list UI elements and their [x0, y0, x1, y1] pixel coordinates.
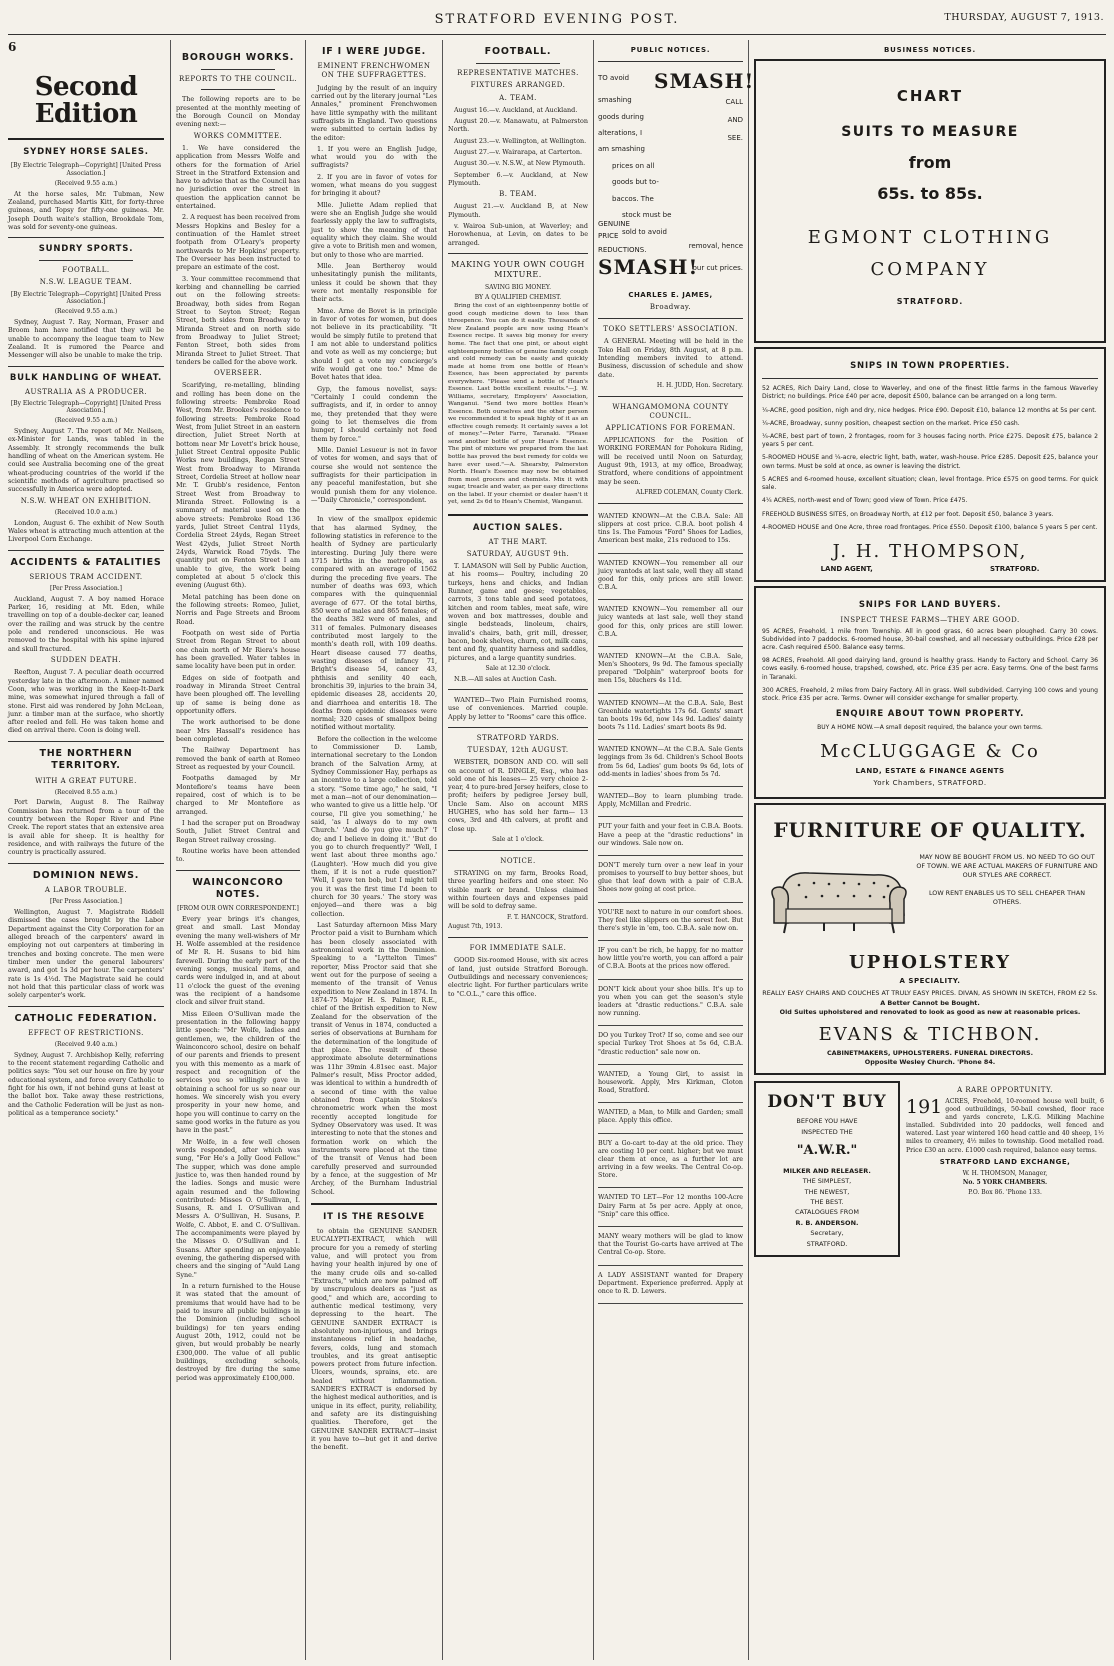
classified-ad	[598, 944, 743, 980]
article-body: Last Saturday afternoon Miss Mary Proctor paid a visit to Burnham which has been closely associated with astronomical work in the Dominion. Speaking to a "Lyttelton Times" reporter, Miss Proctor said that she went out for the purpose of seeing a memento of the transit of Venus expedition to New Zealand in 1874. In 1874-75 Major H. S. Palmer, R.E., chief of the British expedition to New Zealand for the observation of the transit of Venus in 1874, conducted a series of observations at Burnham for the determination of the longitude of that place. The result of these approximate absolute determinations was 11hr 39min 4.81sec east. Major Palmer's result, Miss Proctor added, was identical to within a hundredth of a second of time with the value obtained from Captain Stokes's chronometric work when the most recently accepted longitude for Sydney Observatory was used. It was interesting to note that the stones and formation work on which the instruments were placed at the time of the transit of Venus had been carefully preserved and surrounded by a fence, at the suggestion of Mr Archey, of the Burnham Industrial School.	[311, 921, 437, 1196]
ad-text: MILKER AND RELEASER.	[783, 1166, 871, 1175]
article-heading: CATHOLIC FEDERATION.	[14, 1012, 158, 1024]
fixture: August 23.—v. Wellington, at Wellington.	[454, 136, 587, 145]
column-5	[598, 40, 755, 1660]
fixture: August 27.—v. Wairarapa, at Carterton.	[454, 147, 582, 156]
property-listing: ¼-ACRE, good position, nigh and dry, nice hedges. Price £90. Deposit £10, balance 12 months at 5s per cent.	[762, 406, 1097, 414]
divider	[8, 366, 164, 367]
sale-time: Sale at 1 o'clock.	[492, 836, 544, 844]
article-body: Mr Wolfe, in a few well chosen words responded, after which was sung, "For He's a Jolly Good Fellow." The supper, which was done ample justice to, was then handed round by the ladies. Songs and music were again resumed and the following contributed: Misses O. O'Sullivan, I. Susans, R. and I. O'Sullivan and Messrs A. O'Sullivan, H. Susans, P. Wolfe, C. Abbot, E. and C. O'Sullivan. The accompaniments were played by the Misses O. O'Sullivan and I. Susans. After spending an enjoyable evening, the gathering dispersed with cheers and the singing of "Auld Lang Syne."	[176, 1137, 300, 1279]
divider	[448, 253, 588, 254]
divider	[201, 69, 275, 70]
firm-manager: W. H. THOMSON, Manager,	[962, 1169, 1048, 1177]
firm-description: LAND, ESTATE & FINANCE AGENTS	[855, 766, 1005, 775]
ad-contact: R. B. ANDERSON.	[795, 1218, 859, 1227]
couch-illustration-icon	[764, 853, 914, 943]
classified-list	[598, 510, 743, 1304]
ad-text: from	[908, 152, 952, 172]
article-heading: DOMINION NEWS.	[32, 869, 140, 881]
ad-owner: CHARLES E. JAMES,	[628, 291, 713, 300]
sub-heading: A LABOR TROUBLE.	[44, 886, 128, 895]
article-body: Sydney, August 7. The report of Mr. Neilsen, ex-Minister for Lands, was tabled in the Assembly. It strongly recommends the bulk handling of wheat on the American system. He could see Australia becoming one of the great wheat-producing countries of the world if the scientific methods of agriculture practised so successfully in America were adopted.	[8, 427, 164, 494]
byline: [By Electric Telegraph—Copyright] [United Press Association.]	[10, 290, 162, 306]
classified-ad	[598, 1106, 743, 1133]
fixture: August 30.—v. N.S.W., at New Plymouth.	[454, 159, 586, 168]
advert-heading: MAKING YOUR OWN COUGH MIXTURE.	[451, 259, 585, 280]
sub-heading: REPRESENTATIVE MATCHES.	[457, 69, 579, 78]
section-heading: STRATFORD YARDS.	[476, 733, 560, 742]
received-time: (Received 9.55 a.m.)	[54, 308, 118, 316]
notice-date: August 7th, 1913.	[448, 923, 503, 931]
ad-town: STRATFORD.	[896, 297, 964, 307]
ad-price: 65s. to 85s.	[877, 183, 983, 203]
divider	[39, 260, 133, 261]
notice-body: APPLICATIONS for the Position of WORKING FOREMAN for Pohokura Riding, will be received until Noon on Saturday, August 9th, 1913, at my office, Broadway, Stratford, where conditions of appointment may be seen.	[598, 436, 743, 486]
advert-heading: A RARE OPPORTUNITY.	[957, 1086, 1053, 1095]
byline: BY A QUALIFIED CHEMIST.	[474, 293, 562, 301]
article-heading: WAINCONCORO NOTES.	[192, 876, 284, 900]
farm-listing: 300 ACRES, Freehold, 2 miles from Dairy Factory. All in grass. Well subdivided. Carrying 100 cows and young stock. Price £35 per acre. Terms. Owner will consider exchange for smaller property.	[762, 686, 1098, 703]
classified-ad: WANTED—Two Plain Furnished rooms, use of conveniences. Married couple. Apply by letter to "Rooms" care this office.	[448, 696, 588, 721]
bottom-adverts	[754, 1079, 1106, 1261]
section-heading: NOTICE.	[500, 856, 536, 865]
property-listing: 4-ROOMED HOUSE and One Acre, three road frontages. Price £550. Deposit £100, balance 5 years 5 per cent.	[762, 523, 1098, 531]
classified-text: WANTED KNOWN—At the C.B.A. Sale Gents leggings from 3s 6d. Children's School Boots from 5s 6d, Ladies' gum boots 9s 6d, lots of odd-ments in ladies' shoes from 5s 7d.	[598, 746, 743, 778]
classified-ad	[598, 906, 743, 942]
ad-text: THE BEST.	[810, 1198, 844, 1206]
sub-heading: AT THE MART.	[488, 537, 548, 546]
classified-ad	[598, 859, 743, 903]
byline: [By Electric Telegraph—Copyright] [United Press Association.]	[10, 399, 162, 415]
sub-heading: N.S.W. LEAGUE TEAM.	[39, 278, 133, 287]
article-body: Footpaths damaged by Mr Montefiore's teams have been repaired, cost of which is to be charged to Mr Montefiore as arranged.	[176, 774, 300, 816]
ad-company: EGMONT CLOTHING	[807, 227, 1053, 249]
article-body: 1. If you were an English Judge, what would you do with the suffragists?	[311, 144, 437, 170]
article-body: Before the collection in the welcome to Commissioner D. Lamb, international secretary to the London branch of the Salvation Army, at Sydney Commissioner Hay, perhaps as an incentive to a large collection, told a story. "Some time ago," he said, "I met a man—not of our denomination—who wanted to give us a little help. 'Of course, I'll give you something,' he said, 'as I always do to my own Church.' 'And do you give much?' 'I do; and I believe in doing it.' 'But do you go to church frequently?' 'Well, I went last about three months ago.' (Laughter). 'How much did you give them, if it is not a rude question?' 'Well, I gave ten bob, but I might tell you it was the first time I'd been to church for 30 years.' The story was enjoyed—and there was a big collection.	[311, 734, 437, 918]
classified-ad	[598, 790, 743, 817]
article-body: Mme. Arne de Bovet is in principle in favor of votes for women, but does not believe in its practicability. "It would be simply futile to pretend that I am not able to understand politics and vote as well as my concierge; but should I get a vote my concierge's wife would get one too." Mme de Bovet hates that idea.	[311, 306, 437, 382]
fixture: August 16.—v. Auckland, at Auckland.	[454, 105, 578, 114]
sale-time: Sale at 12.30 o'clock.	[485, 664, 551, 672]
article-body: Gyp, the famous novelist, says: "Certainly I could condemn the suffragists, and if, in order to annoy me, they pretended that they were going to let themselves die from hunger, I should certainly not feed them by force."	[311, 384, 437, 443]
column-2	[176, 40, 300, 1660]
advert-heading: FURNITURE OF QUALITY.	[773, 817, 1087, 842]
classified-text: IF you can't be rich, be happy, for no matter how little you're worth, you can afford a pair of C.B.A. Boots at the prices now offered.	[598, 947, 743, 971]
article-body: Judging by the result of an inquiry carried out by the literary journal "Les Annales," prominent Frenchwomen have little sympathy with the militant suffragists in England. Two questions were submitted to certain ladies by the editor:	[311, 83, 437, 142]
property-list	[762, 385, 1098, 532]
ad-text: REDUCTIONS.	[598, 246, 647, 255]
chart-clothing-advert	[754, 59, 1106, 343]
property-listing: 52 ACRES, Rich Dairy Land, close to Waverley, and one of the finest little farms in the famous Waverley District; no buildings. Price £40 per acre, deposit £500, balance can be arranged on a long term.	[762, 385, 1098, 401]
advert-body: GOOD Six-roomed House, with six acres of land, just outside Stratford Borough. Outbuildings and necessary conveniences; electric light. For further particulars write to "C.O.L.," care this office.	[448, 956, 588, 998]
article-body: Mlle. Juliette Adam replied that were she an English Judge she would fearlessly apply the law to suffragists, just to show the meaning of that equality which they claim. She would give a vote to British men and women, but only to those who are married.	[311, 200, 437, 259]
article-body: The Railway Department has removed the bank of earth at Romeo Street as requested by your Council.	[176, 746, 300, 771]
firm-contact: P.O. Box 86. 'Phone 133.	[968, 1189, 1042, 1197]
classified-ad	[598, 1230, 743, 1266]
article-heading: IF I WERE JUDGE.	[321, 46, 427, 57]
classified-ad	[598, 1137, 743, 1189]
classified-text: WANTED KNOWN—At the C.B.A. Sale: All slippers at cost price. C.B.A. boot polish 4 tins 1s. The Famous "Ford" Shoes for Ladies, American best make, 21s reduced to 15s.	[598, 512, 743, 545]
agent-town: STRATFORD.	[989, 565, 1040, 574]
article-body: Miss Eileen O'Sullivan made the presentation in the following happy little speech: "Mr Wolfe, ladies and gentlemen, we, the children of the Wainconcoro school, desire on behalf of our parents and friends to present you with this memento as a mark of respect and recognition of the services you so willingly gave in obtaining a school for us so near our homes. We sincerely wish you every prosperity in your new home, and hope you will continue to carry on the same good works in the future as you have in the past."	[176, 1009, 300, 1135]
classified-text: WANTED KNOWN—You remember all our juicy wanteds at last sale, well they stand good for this, only prices are still lower. C.B.A.	[598, 606, 743, 638]
classified-text: WANTED—Boy to learn plumbing trade. Apply, McMillan and Fredric.	[598, 792, 743, 809]
sub-heading: ENQUIRE ABOUT TOWN PROPERTY.	[835, 709, 1025, 720]
divider	[176, 870, 300, 871]
article-heading: THE NORTHERN TERRITORY.	[39, 747, 133, 772]
classified-ad	[598, 1269, 743, 1305]
ad-line: baccos. The	[612, 194, 654, 203]
received-time: (Received 9.55 a.m.)	[54, 417, 118, 425]
article-body: 3. Your committee recommend that kerbing and channelling be carried out on the following streets: Broadway, both sides from Regan Street to Seyton Street; Regan Street, both sides from Broadway to Miranda Street and on north side from Broadway to Juliet Street; Fenton Street, both sides from Miranda Street to Juliet Street. That tenders be called for the above work.	[176, 274, 300, 367]
classified-text: PUT your faith and your feet in C.B.A. Boots. Have a peep at the "drastic reductions" in our windows. Sale now on.	[598, 823, 743, 847]
ad-text: AND	[727, 116, 743, 125]
classified-text: WANTED, a Young Girl, to assist in housework. Apply, Mrs Kirkman, Cloton Road, Stratford.	[598, 1070, 743, 1095]
sub-heading: EFFECT OF RESTRICTIONS.	[28, 1028, 144, 1037]
property-listing: FREEHOLD BUSINESS SITES, on Broadway North, at £12 per foot. Deposit £50, balance 3 years.	[762, 510, 1054, 518]
article-body: Scarifying, re-metalling, blinding and rolling has been done on the following streets: Pembroke Road West, from Mr. Brookes's residence to following streets: Pembroke Road West, from Juliet Street in an eastern direction, Juliet Street North at bottom near Mr Lovett's brick house, Juliet Street Central opposite Public Works new buildings, Regan Street West from Broadway to Miranda Street, Cordelia Street at hollow near Mr. T. Grubb's residence, Fenton Street West from Broadway to Miranda Street. Following is a summary of material used on the above streets: Pembroke Road 136 yards, Juliet Street Central 11yds, Cordelia Street 24yds, Regan Street West 42yds, Juliet Street North 24yds, Warwick Road 75yds. The quantity put on Fenton Street I am unable to give, the work being completed at about 5 o'clock this evening (August 6th).	[176, 381, 300, 590]
article-body: Wellington, August 7. Magistrate Riddell dismissed the cases brought by the Labor Department against the City Corporation for an alleged breach of the carpenters' award in employing not out carpenters at timbering in trenches and boxing concrete. The men were timber men under the general labourers' award, and got 1s 3d per hour. The carpenters' rate is 1s 4½d. The Magistrate said he could not hold that this particular class of work was solely carpenter's work.	[8, 907, 164, 1000]
article-body: Auckland, August 7. A boy named Horace Parker, 16, residing at Mt. Eden, while travelling on top of a double-decker car, leaned over the railing and was struck by the centre pole and rendered unconscious. He was removed to the hospital with his spine injured and skull fractured.	[8, 594, 164, 653]
article-body: Mlle. Daniel Lesueur is not in favor of votes for women, and says that of course she would not sentence the suffragists for their participation in any peaceful manifestation, but she would punish them for any violence.—"Daily Chronicle," correspondent.	[311, 445, 437, 504]
ad-text: TO avoid	[598, 74, 630, 83]
advert-body: LOW RENT ENABLES US TO SELL CHEAPER THAN OTHERS.	[928, 888, 1086, 906]
divider	[8, 237, 164, 238]
sale-date: SATURDAY, AUGUST 9th.	[466, 549, 570, 558]
agent-title: LAND AGENT,	[820, 565, 873, 574]
classified-text: YOU'RE next to nature in our comfort shoes. They feel like slippers on the sorest feet. But there's style in 'em, too. C.B.A. sale now on.	[598, 908, 743, 932]
advert-body: Bring the cost of an eighteenpenny bottle of good cough medicine down to less than threepence. You can do it easily. Thousands of New Zealand people are now using Hean's Essence recipe. It saves big money for every home. The fact that one pint, or about eight eighteenpenny bottles of genuine family cough and cold remedy can be easily and quickly made at home from one bottle of Hean's Essence, has been appreciated by parents everywhere. "Please send a bottle of Hean's Essence. Last bottle excellent results."—J. W. Williams, secretary, Employers' Association, Wanganui. "Send two more bottles Hean's Essence. Both ourselves and the other person we recommended it to speak highly of it as an effective cough remedy. It certainly saves a lot of money."—Peter Farre, Taranaki. "Please send another bottle of your Hean's Essence. The pint of mixture we prepared from the last bottle has proved the best remedy for colds we have ever used."—A. Shearsby, Palmerston North. Hean's Essence may now be obtained from most grocers and chemists. Mix it with sugar, treacle and water, as per easy directions on the label. If your chemist or dealer hasn't it yet, send 2s 6d to Hean's Chemist, Wanganui.	[448, 303, 588, 506]
ad-text: CATALOGUES FROM	[795, 1208, 859, 1217]
classified-text: MANY weary mothers will be glad to know that the Tourist Go-carts have arrived at The Central Co-op. Store.	[598, 1233, 743, 1257]
issue-date: THURSDAY, AUGUST 7, 1913.	[944, 12, 1104, 23]
ad-line: goods during	[598, 112, 644, 121]
article-body: Port Darwin, August 8. The Railway Commission has returned from a tour of the country between the Roper River and Pine Creek. The report states that an extensive area is avail able for sheep. It is healthy for residence, and with railways the future of the country is practically assured.	[8, 798, 164, 857]
advert-heading: SNIPS IN TOWN PROPERTIES.	[850, 361, 1010, 372]
article-body: In a return furnished to the House it was stated that the amount of premiums that would have had to be paid to insure all public buildings in the Dominion (including school buildings) for ten years ending August 20th, 1912, could not be given, but would probably be nearly £300,000. The value of all public buildings, excluding schools, destroyed by fire during the same period was approximately £100,000.	[176, 1282, 300, 1382]
ad-line: am smashing	[598, 145, 645, 154]
column-divider	[170, 40, 171, 1660]
signature: ALFRED COLEMAN, County Clerk.	[635, 489, 743, 497]
sub-heading: REPORTS TO THE COUNCIL.	[178, 75, 298, 84]
firm-name: EVANS & TICHBON.	[818, 1024, 1042, 1046]
firm-name: McCLUGGAGE & Co	[820, 741, 1040, 763]
sub-heading: OVERSEER.	[213, 369, 263, 378]
classified-text: DON'T kick about your shoe bills. It's up to you when you can get the season's style leaders at "drastic reductions." C.B.A. sale now running.	[598, 985, 743, 1018]
masthead	[0, 0, 1114, 34]
agent-details	[762, 565, 1098, 574]
advert-heading: SNIPS FOR LAND BUYERS.	[858, 600, 1002, 611]
article-body: Reefton, August 7. A peculiar death occurred yesterday late in the afternoon. A miner named Coon, who was working in the Keep-It-Dark mine, was somewhat injured through a fall of stone. First aid was rendered by John McLean, junr. a timber man at the surface, who shortly after reeled and fell. He was taken home and died on arrival there. Coon is doing well.	[8, 668, 164, 735]
ad-line: goods but to-	[612, 178, 659, 187]
article-body: At the horse sales, Mr. Tubman, New Zealand, purchased Martis Kitt, for forty-three guineas, and Topsy for fifty-one guineas. Mr. Joseph Douth waite's stallion, Brookdale Tom, was sold for seventy-one guineas.	[8, 189, 164, 231]
snips-buyers-advert	[754, 586, 1106, 798]
advert-body: T. LAMASON will Sell by Public Auction, at his rooms— Poultry, including 20 turkeys, hens and chicks, and Indian Runner, game and geese; vegetables, carrots, 3 tons table and seed potatoes, kitchen and room tables, meat safe, wire woven and box mattresses, double and single bedsteads, linoleum, chairs, invalid's chairs, bath, grit mill, dresser, bacon, book shelves, churn, cot, milk cans, tent and fly, quantity harness and saddles, pictures, and a large quantity sundries.	[448, 561, 588, 662]
ad-text: BEFORE YOU HAVE	[796, 1117, 858, 1126]
ad-address: Broadway.	[649, 303, 692, 312]
ad-text: INSPECTED THE	[801, 1127, 853, 1136]
classified-ad	[598, 743, 743, 787]
furniture-advert	[754, 803, 1106, 1075]
article-body: Metal patching has been done on the following streets: Romeo, Juliet, Norris and Page Streets and Broom Road.	[176, 592, 300, 626]
column-divider	[442, 40, 443, 1660]
article-heading: SUNDRY SPORTS.	[38, 244, 134, 255]
edition-title: Second Edition	[34, 71, 138, 129]
classified-ad	[598, 1068, 743, 1104]
classified-ad	[598, 820, 743, 856]
ad-text: CALL	[725, 98, 743, 107]
divider	[448, 514, 588, 516]
divider	[476, 63, 560, 64]
ad-text: REALLY EASY CHAIRS AND COUCHES AT TRULY EASY PRICES. DIVAN, AS SHOWN IN SKETCH, FROM £2 5s.	[762, 989, 1098, 998]
article-body: Sydney, August 7. Ray, Norman, Fraser and Broom ham have notified that they will be unable to accompany the league team to New Zealand. It is rumored the Pearce and Messenger will also be unable to make the trip.	[8, 317, 164, 360]
column-6	[754, 40, 1106, 1660]
divider	[8, 550, 164, 551]
sub-heading: FIXTURES ARRANGED.	[470, 81, 566, 90]
classified-text: WANTED KNOWN—At the C.B.A. Sale, Best Greenhide watertights 17s 6d. Gents' smart tan boots 19s 6d, now 14s 9d. Ladies' dainty boots 7s 11d. Ladies' smart boots 8s 9d.	[598, 699, 743, 732]
ad-headline: SMASH!	[654, 69, 755, 94]
advert-body: MAY NOW BE BOUGHT FROM US. NO NEED TO GO OUT OF TOWN. WE ARE ACTUAL MAKERS OF FURNITURE AND OUR STYLES ARE CORRECT.	[916, 852, 1098, 880]
property-listing: 5-ROOMED HOUSE and ¼-acre, electric light, bath, water, wash-house. Price £285. Deposit £25, balance your own terms. Must be sold at once, as owner is leaving the district.	[762, 454, 1098, 470]
divider	[8, 138, 164, 140]
farm-list	[762, 628, 1098, 704]
received-time: (Received 9.40 a.m.)	[54, 1040, 118, 1048]
article-body: In view of the smallpox epidemic that has alarmed Sydney, the following statistics in reference to the health of Sydney are particularly interesting. During July there were 1715 births in the metropolis, as compared with an average of 1562 during the preceding five years. The number of deaths was 693, which compares with the quinquennial average of 677. Of the total births, 850 were of males and 865 females; of the deaths 382 were of males, and 311 of females. Pulmonary diseases contributed most largely to the month's death roll, with 109 deaths. Heart disease caused 77 deaths, wasting diseases of infancy 71, Bright's disease 54, cancer 43, phthisis and senility 40 each, bronchitis 39, injuries to the brain 34, epidemic diseases 28, accidents 20, and diarrhoea and enteritis 18. The deaths from epidemic diseases were normal; 320 cases of smallpox being notified without mortality.	[311, 515, 437, 732]
note: N.B.—All sales at Auction Cash.	[454, 674, 557, 683]
classified-ad	[598, 603, 743, 647]
ad-lines	[598, 92, 671, 240]
divider	[448, 689, 588, 690]
farm-listing: 98 ACRES, Freehold. All good dairying land, ground is healthy grass. Handy to Factory and School. Carry 36 cows easily. 6-roomed house, trapshed, cowshed, etc. Price £35 per acre. Easy terms. One of the best farms in Taranaki.	[762, 657, 1098, 681]
advert-body: ACRES, Freehold, 10-roomed house well built, 6 good outbuildings, 50-bail cowshed, floor race and yards concrete, L.K.G. Milking Machine installed. Subdivided into 20 paddocks, well fenced and watered. Last year wintered 160 head cattle and 40 sheep, 1½ miles to creamery, 4½ miles to township. Good metalled road. Price £30 an acre. £1000 cash required, balance easy terms.	[906, 1098, 1104, 1154]
classified-ad	[598, 1029, 743, 1065]
article-body: 2. A request has been received from Messrs Hopkins and Besley for a continuation of the Hamlet street footpath from O'Leary's property northwards to Mr Hopkins' property. The Overseer has been instructed to prepare an estimate of the cost.	[176, 213, 300, 272]
divider	[448, 850, 588, 851]
article-body: Footpath on west side of Portia Street from Regan Street to about one chain north of Mr Riera's house has been gravelled. Water tables in same locality have been put in order.	[176, 628, 300, 671]
divider	[448, 937, 588, 938]
classified-ad	[598, 510, 743, 554]
article-body: London, August 6. The exhibit of New South Wales wheat is attracting much attention at the Liverpool Corn Exchange.	[8, 518, 164, 544]
sub-heading: SERIOUS TRAM ACCIDENT.	[29, 572, 143, 581]
ad-text: THE NEWEST,	[804, 1187, 850, 1196]
ad-text: A Better Cannot be Bought.	[880, 998, 980, 1007]
ad-line: alterations, I	[598, 128, 643, 137]
byline: [Per Press Association.]	[50, 898, 122, 906]
article-body: Every year brings it's changes, great and small. Last Monday evening the many well-wishers of Mr H. Wolfe assembled at the residence of Mr R. H. Susans to bid him farewell. During the early part of the evening songs, musical items, and cards were indulged in, and at about 11 o'clock the guest of the evening was the recipient of a handsome clock and silver fruit stand.	[176, 915, 300, 1007]
ad-product: "A.W.R."	[796, 1143, 858, 1159]
ad-text: Secretary,	[810, 1229, 844, 1238]
fixture: August 21.—v. Auckland B, at New Plymouth.	[448, 202, 588, 219]
classified-ad	[598, 557, 743, 601]
classified-text: WANTED KNOWN—At the C.B.A. Sale, Men's Shooters, 9s 9d. The famous specially prepared "Dolphin" waterproof boots for men 15s, bluchers 4s 11d.	[598, 652, 743, 685]
ad-text: removal, hence	[688, 242, 743, 251]
divider	[598, 503, 743, 504]
sale-date: TUESDAY, 12th AUGUST.	[467, 746, 569, 755]
newspaper-title: STRATFORD EVENING POST.	[434, 12, 680, 27]
article-heading: BULK HANDLING OF WHEAT.	[9, 372, 163, 383]
received-time: (Received 9.55 a.m.)	[54, 179, 118, 187]
advert-headline: UPHOLSTERY	[849, 951, 1011, 973]
firm-name: STRATFORD LAND EXCHANGE,	[939, 1157, 1071, 1166]
byline: [Per Press Association.]	[50, 585, 122, 592]
ad-text: STRATFORD.	[806, 1239, 848, 1248]
divider	[598, 318, 743, 319]
article-heading: SYDNEY HORSE SALES.	[23, 147, 149, 158]
section-heading: FOR IMMEDIATE SALE.	[469, 944, 567, 953]
sub-heading: SUDDEN DEATH.	[50, 656, 122, 665]
sub-heading: FOOTBALL.	[62, 266, 110, 275]
advert-body: WEBSTER, DOBSON AND CO. will sell on account of R. DINGLE, Esq., who has sold one of his leases— 25 very choice 2-year, 4 to pure-bred Jersey heifers, close to profit; heifers by pedigree Jersey bull, Uncle Sam. Also on account MRS HUGHES, who has sold her farm— 13 cows, 3rd and 4th calvers, at profit and close up.	[448, 758, 588, 833]
divider	[201, 89, 275, 90]
divider	[8, 1006, 164, 1007]
ad-company: COMPANY	[870, 258, 990, 280]
sub-heading: APPLICATIONS FOR FOREMAN.	[605, 424, 736, 432]
article-heading: FOOTBALL.	[484, 46, 552, 57]
ad-text: our cut prices.	[692, 264, 743, 273]
property-listing: ¼-ACRE, best part of town, 2 frontages, room for 3 houses facing north. Price £275. Deposit £75, balance 2 years 5 per cent.	[762, 433, 1098, 449]
classified-text: DON'T merely turn over a new leaf in your promises to yourself to buy better shoes, but glue that leaf down with a pair of C.B.A. Shoes now going at cost price.	[598, 861, 743, 894]
article-body: 1. We have considered the application from Messrs Wolfe and others for the formation of Ariel Street in the Stratford Extension and have to advise that as the Council has no jurisdiction over the street in question the application cannot be entertained.	[176, 143, 300, 211]
byline: [FROM OUR OWN CORRESPONDENT.]	[177, 905, 299, 913]
article-body: Mlle. Jean Bertheroy would unhesitatingly punish the militants, unless it could be shown that they were not mentally responsible for their acts.	[311, 262, 437, 304]
ad-line: prices on all	[612, 161, 655, 170]
received-time: (Received 8.55 a.m.)	[54, 788, 118, 796]
divider	[598, 61, 743, 62]
article-heading: BOROUGH WORKS.	[181, 52, 295, 63]
fixture: September 6.—v. Auckland, at New Plymouth.	[448, 170, 588, 187]
received-time: (Received 10.0 a.m.)	[54, 508, 118, 516]
column-divider	[305, 40, 306, 1660]
property-listing: ¼-ACRE, Broadway, sunny position, cheapest section on the market. Price £50 cash.	[762, 419, 1020, 427]
column-4	[448, 40, 588, 1660]
ad-line: stock must be	[622, 211, 672, 220]
sub-heading: SAVING BIG MONEY.	[484, 283, 552, 291]
firm-address: No. 5 YORK CHAMBERS.	[962, 1179, 1048, 1187]
notice-heading: WHANGAMOMONA COUNTY COUNCIL.	[612, 402, 729, 420]
page-number: 6	[8, 40, 17, 54]
ad-text: PRICE	[598, 232, 619, 241]
farm-listing: 95 ACRES, Freehold, 1 mile from Township. All in good grass, 60 acres been ploughed. Carry 30 cows. Subdivided into 7 paddocks. 6-roomed house, 30-bail cowshed, and all necessary outbuildings. Price £28 per acre. Cash required £500. Balance easy terms.	[762, 627, 1098, 652]
sub-heading: INSPECT THESE FARMS—THEY ARE GOOD.	[840, 615, 1020, 624]
ad-headline: CHART	[896, 87, 964, 106]
sub-heading: N.S.W. WHEAT ON EXHIBITION.	[20, 496, 152, 505]
rare-opportunity-advert	[904, 1079, 1106, 1261]
firm-address: York Chambers, STRATFORD.	[873, 778, 987, 787]
column-divider	[593, 40, 594, 1660]
notice-heading: TOKO SETTLERS' ASSOCIATION.	[603, 325, 738, 334]
ad-headline: SMASH!	[598, 255, 699, 280]
classified-text: WANTED TO LET—For 12 months 100-Acre Dairy Farm at 5s per acre. Apply at once, "Snip" care this office.	[598, 1194, 743, 1218]
classified-text: WANTED, a Man, to Milk and Garden; small place. Apply this office.	[598, 1109, 743, 1125]
classified-text: WANTED KNOWN—You remember all our juicy wantods at last sale, well they all stand good for this, only prices are still lower. C.B.A.	[598, 559, 743, 592]
classified-text: DO you Turkey Trot? If so, come and see our special Turkey Trot Shoes at 5s 6d, C.B.A. "drastic reduction" sale now on.	[598, 1032, 743, 1056]
signature: H. H. JUDD, Hon. Secretary.	[656, 382, 743, 390]
article-body: Routine works have been attended to.	[176, 846, 300, 864]
article-heading: ACCIDENTS & FATALITIES	[10, 556, 162, 568]
advert-body: to obtain the GENUINE SANDER EUCALYPTI-EXTRACT, which will procure for you a remedy of sterling value, and will protect you from having your health injured by one of the many crude oils and so-called "Extracts," which are now palmed off by unscrupulous dealers as "just as good," and which are, according to authentic medical testimony, very depressing to the heart. The GENUINE SANDER EXTRACT is absolutely non-injurious, and brings instantaneous relief in headache, fevers, colds, lung and stomach troubles, and its great antiseptic powers protect from future infection. Ulcers, wounds, sprains, etc. are healed without inflammation. SANDER'S EXTRACT is endorsed by the highest medical authorities, and is unique in its effect, purity, reliability, and safety are its distinguishing qualities. Therefore, get the GENUINE SANDER EXTRACT—insist it you have to—but get it and derive the benefit.	[311, 1226, 437, 1452]
sub-heading: WORKS COMMITTEE.	[193, 131, 283, 140]
classified-text: A LADY ASSISTANT wanted for Drapery Department. Experience preferred. Apply at once to R. D. Lewers.	[598, 1271, 743, 1295]
article-body: Edges on side of footpath and roadway in Miranda Street Central have been ploughed off. The levelling up of same is being done as opportunity offers.	[176, 673, 300, 715]
awr-milker-advert	[754, 1081, 900, 1257]
ad-text: Old Suites upholstered and renovated to look as good as new at reasonable prices.	[779, 1007, 1081, 1016]
divider	[448, 727, 588, 728]
ad-line: smashing	[598, 96, 632, 105]
sub-heading: WITH A GREAT FUTURE.	[35, 776, 137, 785]
column-3	[311, 40, 437, 1660]
section-heading: PUBLIC NOTICES.	[630, 46, 711, 54]
classified-ad	[598, 697, 743, 741]
byline: [By Electric Telegraph—Copyright] [United Press Association.]	[10, 162, 162, 178]
article-body: Sydney, August 7. Archbishop Kelly, referring to the recent statement regarding Catholic and politics says: "You set our house on fire by your educational system, and force every Catholic to fight for his own, if not behind guns at least at the ballot box. Take away these restrictions, and the Catholic Federation will be just as non-political as a temperance society."	[8, 1050, 164, 1118]
article-body: The work authorised to be done near Mrs Hassall's residence has been completed.	[176, 718, 300, 743]
section-heading: AUCTION SALES.	[472, 522, 564, 533]
fixture: August 20.—v. Manawatu, at Palmerston North.	[448, 116, 588, 134]
snips-town-advert	[754, 347, 1106, 582]
classified-ad	[598, 1191, 743, 1227]
acre-number: 191	[906, 1096, 943, 1119]
signature: F. T. HANCOCK, Stratford.	[506, 913, 588, 921]
ad-headline: SUITS TO MEASURE	[841, 123, 1019, 140]
firm-description: CABINETMAKERS, UPHOLSTERERS. FUNERAL DIRECTORS.	[826, 1048, 1034, 1057]
ad-text: GENUINE	[598, 220, 630, 229]
classified-text: BUY a Go-cart to-day at the old price. They are costing 10 per cent. higher; but we must clear them at once, as a further lot are arriving in a few weeks. The Central Co-op. Store.	[598, 1139, 743, 1180]
section-heading: BUSINESS NOTICES.	[884, 46, 976, 54]
ad-text: SEE.	[727, 134, 743, 143]
sub-heading: EMINENT FRENCHWOMEN ON THE SUFFRAGETTES.	[317, 62, 431, 80]
sub-heading: A. TEAM.	[499, 93, 537, 102]
article-body: 2. If you are in favor of votes for women, what means do you suggest for bringing it about?	[311, 172, 437, 198]
ad-text: BUY A HOME NOW.—A small deposit required, the balance your own terms.	[817, 724, 1043, 732]
firm-address: Opposite Wesley Church. 'Phone 84.	[864, 1057, 996, 1066]
notice-body: A GENERAL Meeting will be held in the Toko Hall on Friday, 8th August, at 8 p.m. Intending members invited to attend. Business, discussion of schedule and show date.	[598, 337, 743, 379]
column-divider	[748, 40, 749, 1660]
sub-heading: AUSTRALIA AS A PRODUCER.	[25, 387, 147, 396]
masthead-rule	[8, 34, 1106, 35]
sub-heading: B. TEAM.	[499, 190, 537, 199]
divider	[8, 863, 164, 864]
advert-heading: IT IS THE RESOLVE	[323, 1211, 425, 1222]
article-body: The following reports are to be presented at the monthly meeting of the Borough Council on Monday evening next:—	[176, 95, 300, 129]
property-listing: 4¼ ACRES, north-west end of Town; good view of Town. Price £475.	[762, 497, 968, 505]
divider	[311, 1203, 437, 1205]
divider	[762, 378, 1098, 379]
fixture: v. Wairoa Sub-union, at Waverley; and Horowhenua, at Levin, on dates to be arranged.	[448, 222, 588, 247]
notice-body: STRAYING on my farm, Brooks Road, three yearling heifers and one steer. No visible mark or brand. Unless claimed within fourteen days and expenses paid will be sold to defray same.	[448, 869, 588, 911]
classified-ad	[598, 650, 743, 694]
ad-headline: DON'T BUY	[767, 1092, 887, 1113]
classified-ad	[598, 983, 743, 1027]
ad-text: THE SIMPLEST,	[802, 1177, 852, 1186]
ad-line: sold to avoid	[622, 227, 667, 236]
divider	[598, 396, 743, 397]
column-1	[8, 40, 164, 1660]
divider	[8, 741, 164, 742]
article-body: I had the scraper put on Broadway South, Juliet Street Central and Regan Street railway crossing.	[176, 818, 300, 844]
ad-text: A SPECIALITY.	[899, 977, 961, 986]
smash-advert	[598, 68, 755, 288]
agent-name: J. H. THOMPSON,	[832, 540, 1028, 562]
divider	[336, 509, 412, 510]
property-listing: 5 ACRES and 6-roomed house, excellent situation; clean, level frontage. Price £575 on good terms. For quick sale.	[762, 475, 1098, 492]
